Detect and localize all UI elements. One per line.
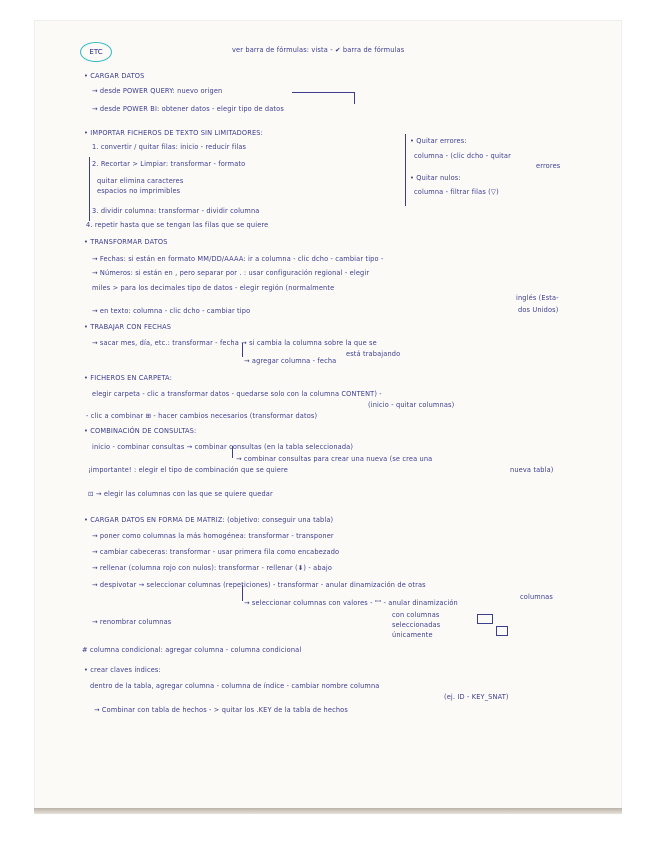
note-line: ⊡ → elegir las columnas con las que se quiere quedar (88, 490, 273, 498)
note-line: elegir carpeta - clic a transformar datos - quedarse solo con la columna CONTENT) - (92, 390, 382, 398)
note-line: → despivotar → seleccionar columnas (repeticiones) - transformar - anular dinamización de otras (92, 581, 426, 589)
table-icon (496, 626, 508, 636)
note-line: nueva tabla) (510, 466, 554, 474)
arrow-line (292, 92, 354, 93)
note-line: columnas (520, 593, 553, 601)
note-line: • crear claves índices: (84, 666, 161, 674)
note-line: → Números: si están en , pero separar por . : usar configuración regional - elegir (92, 269, 370, 277)
note-line: ver barra de fórmulas: vista - ✔ barra de fórmulas (232, 46, 405, 54)
note-line: - clic a combinar ⊞ - hacer cambios necesarios (transformar datos) (86, 412, 318, 420)
note-line: → agregar columna - fecha (244, 357, 337, 365)
note-line: • Quitar errores: (410, 137, 467, 145)
bracket (89, 157, 90, 221)
note-line: 1. convertir / quitar filas: inicio - reducir filas (92, 143, 247, 151)
note-line: columna - filtrar filas (▽) (414, 188, 499, 196)
note-line: • CARGAR DATOS (84, 72, 145, 80)
note-line: → desde POWER QUERY: nuevo origen (92, 87, 223, 95)
note-line: → en texto: columna - clic dcho - cambiar tipo (92, 307, 251, 315)
note-line: está trabajando (346, 350, 401, 358)
note-line: 2. Recortar > Limpiar: transformar - formato (92, 160, 246, 168)
note-line: → combinar consultas para crear una nueva (se crea una (236, 455, 433, 463)
note-line: quitar elimina caracteres (97, 177, 184, 185)
note-line: → cambiar cabeceras: transformar - usar primera fila como encabezado (92, 548, 340, 556)
note-line: errores (536, 162, 561, 170)
note-line: (inicio - quitar columnas) (368, 401, 455, 409)
note-line: dos Unidos) (518, 306, 559, 314)
note-line: • COMBINACIÓN DE CONSULTAS: (84, 427, 197, 435)
note-line: inglés (Esta- (516, 294, 559, 302)
note-line: • CARGAR DATOS EN FORMA DE MATRIZ: (objetivo: conseguir una tabla) (84, 516, 334, 524)
note-line: ¡importante! : elegir el tipo de combinación que se quiere (88, 466, 288, 474)
bracket (354, 92, 355, 104)
note-line: seleccionadas (392, 621, 441, 629)
note-line: → seleccionar columnas con valores - "" - anular dinamización (244, 599, 458, 607)
table-icon (477, 614, 493, 624)
note-line: • TRANSFORMAR DATOS (84, 238, 168, 246)
note-line: → desde POWER BI: obtener datos - elegir tipo de datos (92, 105, 284, 113)
note-line: miles > para los decimales tipo de datos - elegir región (normalmente (92, 284, 335, 292)
note-line: (ej. ID - KEY_SNAT) (444, 693, 509, 701)
note-line: inicio - combinar consultas → combinar consultas (en la tabla seleccionada) (92, 443, 354, 451)
note-line: dentro de la tabla, agregar columna - columna de índice - cambiar nombre columna (90, 682, 380, 690)
etc-badge: ETC (80, 42, 112, 62)
note-line: • IMPORTAR FICHEROS DE TEXTO SIN LIMITADORES: (84, 129, 263, 137)
note-line: • Quitar nulos: (410, 174, 461, 182)
note-line: → Combinar con tabla de hechos - > quitar los .KEY de la tabla de hechos (94, 706, 348, 714)
note-line: → Fechas: si están en formato MM/DD/AAAA: ir a columna - clic dcho - cambiar tipo - (92, 255, 384, 263)
note-line: únicamente (392, 631, 433, 639)
note-line: con columnas (392, 611, 440, 619)
note-line: • FICHEROS EN CARPETA: (84, 374, 172, 382)
note-line: → renombrar columnas (92, 618, 172, 626)
note-line: espacios no imprimibles (97, 187, 181, 195)
note-line: 4. repetir hasta que se tengan las filas que se quiere (86, 221, 269, 229)
note-line: 3. dividir columna: transformar - dividir columna (92, 207, 260, 215)
note-line: → sacar mes, día, etc.: transformar - fecha → si cambia la columna sobre la que se (92, 339, 377, 347)
note-line: • TRABAJAR CON FECHAS (84, 323, 172, 331)
page-edge-shadow (34, 808, 622, 814)
note-line: → rellenar (columna rojo con nulos): transformar - rellenar (⬇) - abajo (92, 564, 333, 572)
note-line: columna - (clic dcho - quitar (414, 152, 511, 160)
note-line: → poner como columnas la más homogénea: transformar - transponer (92, 532, 334, 540)
note-line: # columna condicional: agregar columna - columna condicional (82, 646, 302, 654)
